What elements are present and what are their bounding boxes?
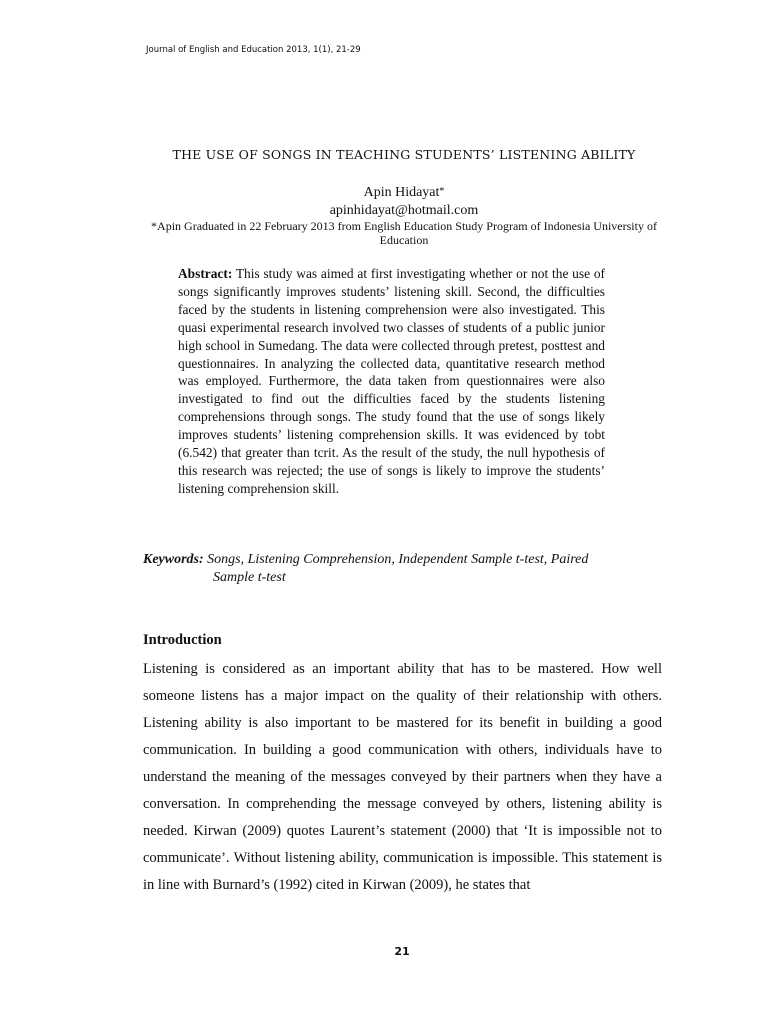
introduction-paragraph: Listening is considered as an important ability that has to be mastered. How well someone listens has a major impact on the quality of their relationship with others. Listening ability is also important to be mastered for its benefit in building a good communication. In building a good communication with others, individuals have to understand the meaning of the messages conveyed by their partners when they have a conversation. In comprehending the message conveyed by others, listening ability is needed. Kirwan (2009) quotes Laurent’s statement (2000) that ‘It is impossible not to communicate’. Without listening ability, communication is impossible. This statement is in line with Burnard’s (1992) cited in Kirwan (2009), he states that bbox=[143, 661, 662, 893]
keywords-block bbox=[143, 551, 663, 587]
journal-running-header: Journal of English and Education 2013, 1(1), 21-29 bbox=[146, 45, 361, 55]
author-affiliation: *Apin Graduated in 22 February 2013 from English Education Study Program of Indonesia University of Education bbox=[151, 219, 657, 247]
keywords-line-1: Songs, Listening Comprehension, Independent Sample t-test, Paired bbox=[207, 552, 589, 567]
author-email: apinhidayat@hotmail.com bbox=[329, 203, 479, 218]
abstract-paragraph bbox=[178, 265, 605, 498]
keywords-line-2: Sample t-test bbox=[213, 570, 286, 585]
abstract-text: This study was aimed at first investigating whether or not the use of songs significantly improves students’ listening skill. Second, the difficulties faced by the students in listening comprehension were also investigated. This quasi experimental research involved two classes of students of a public junior high school in Sumedang. The data were collected through pretest, posttest and questionnaires. In analyzing the collected data, quantitative research method was employed. Furthermore, the data taken from questionnaires were also investigated to find out the difficulties faced by the students listening comprehensions through songs. The study found that the use of songs likely improves students’ listening comprehension skills. It was evidenced by tobt (6.542) that greater than tcrit. As the result of the study, the null hypothesis of this research was rejected; the use of songs is likely to improve the students’ listening comprehension skill. bbox=[178, 266, 605, 496]
author-name: Apin Hidayat bbox=[363, 185, 440, 200]
introduction-heading: Introduction bbox=[143, 632, 222, 648]
keywords-label: Keywords: bbox=[143, 552, 204, 567]
author-line bbox=[146, 183, 662, 202]
page-number: 21 bbox=[394, 945, 410, 958]
article-title: THE USE OF SONGS IN TEACHING STUDENTS’ LISTENING ABILITY bbox=[172, 147, 636, 162]
author-footnote-marker: * bbox=[439, 186, 445, 197]
abstract-label: Abstract: bbox=[178, 266, 233, 281]
